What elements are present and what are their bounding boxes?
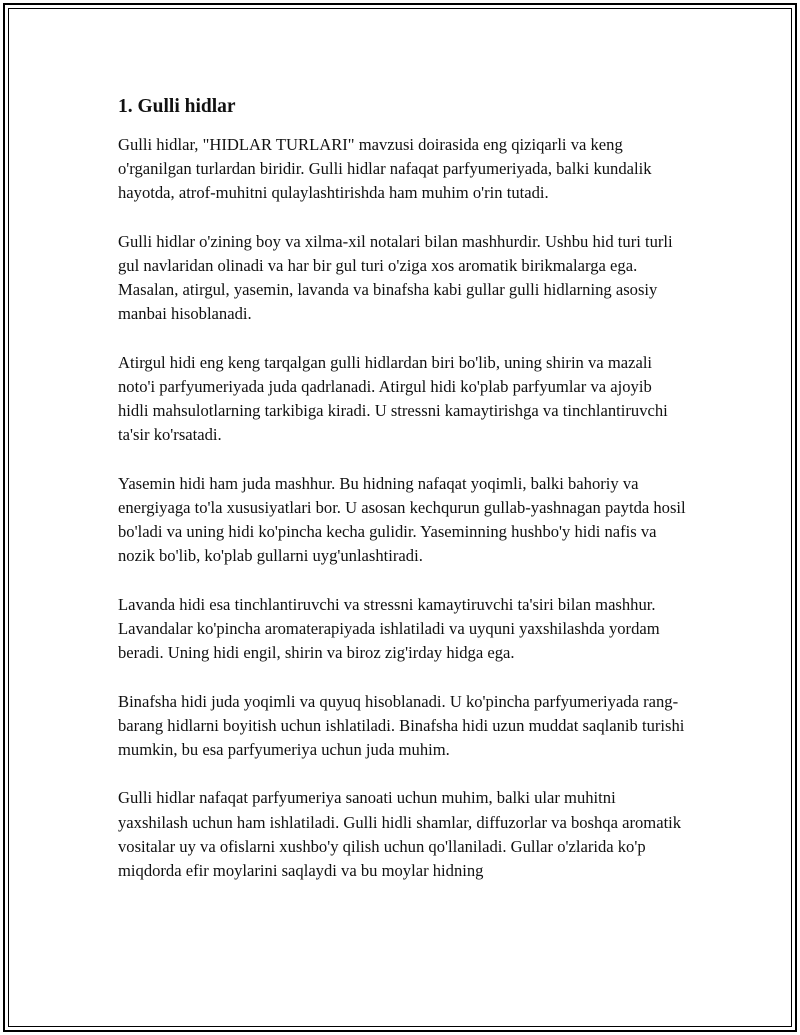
paragraph-jasmine: Yasemin hidi ham juda mashhur. Bu hidning nafaqat yoqimli, balki bahoriy va energiyaga to'la xususiyatlari bor. U asosan kechqurun gullab-yashnagan paytda hosil bo'ladi va uning hidi ko'pincha kecha gulidir. Yaseminning hushbo'y hidi nafis va nozik bo'lib, ko'plab gullarni uyg'unlashtiradi. bbox=[118, 473, 686, 566]
paragraph-rose: Atirgul hidi eng keng tarqalgan gulli hidlardan biri bo'lib, uning shirin va mazali noto'i parfyumeriyada juda qadrlanadi. Atirgul hidi ko'plab parfyumlar va ajoyib hidli mahsulotlarning tarkibiga kiradi. U stressni kamaytirishga va tinchlantiruvchi ta'sir ko'rsatadi. bbox=[118, 352, 668, 445]
paragraph-lavender: Lavanda hidi esa tinchlantiruvchi va stressni kamaytiruvchi ta'siri bilan mashhur. Lavandalar ko'pincha aromaterapiyada ishlatiladi va uyquni yaxshilashda yordam beradi. Uning hidi engil, shirin va biroz zig'irday hidga ega. bbox=[118, 594, 660, 663]
paragraph-intro: Gulli hidlar, "HIDLAR TURLARI" mavzusi doirasida eng qiziqarli va keng o'rganilgan turlardan biridir. Gulli hidlar nafaqat parfyumeriyada, balki kundalik hayotda, atrof-muhitni qulaylashtirishda ham muhim o'rin tutadi. bbox=[118, 135, 652, 203]
document-body bbox=[118, 94, 686, 907]
paragraph-notes: Gulli hidlar o'zining boy va xilma-xil notalari bilan mashhurdir. Ushbu hid turi turli gul navlaridan olinadi va har bir gul turi o'ziga xos aromatik birikmalarga ega. Masalan, atirgul, yasemin, lavanda va binafsha kabi gullar gulli hidlarning asosiy manbai hisoblanadi. bbox=[118, 231, 673, 324]
section-heading: 1. Gulli hidlar bbox=[118, 96, 236, 117]
paragraph-uses: Gulli hidlar nafaqat parfyumeriya sanoati uchun muhim, balki ular muhitni yaxshilash uchun ham ishlatiladi. Gulli hidli shamlar, diffuzorlar va boshqa aromatik vositalar uy va ofislarni xushbo'y qilish uchun qo'llaniladi. Gullar o'zlarida ko'p miqdorda efir moylarini saqlaydi va bu moylar hidning bbox=[118, 788, 682, 880]
paragraph-violet: Binafsha hidi juda yoqimli va quyuq hisoblanadi. U ko'pincha parfyumeriyada rang-barang hidlarni boyitish uchun ishlatiladi. Binafsha hidi uzun muddat saqlanib turishi mumkin, bu esa parfyumeriya uchun juda muhim. bbox=[118, 691, 685, 759]
